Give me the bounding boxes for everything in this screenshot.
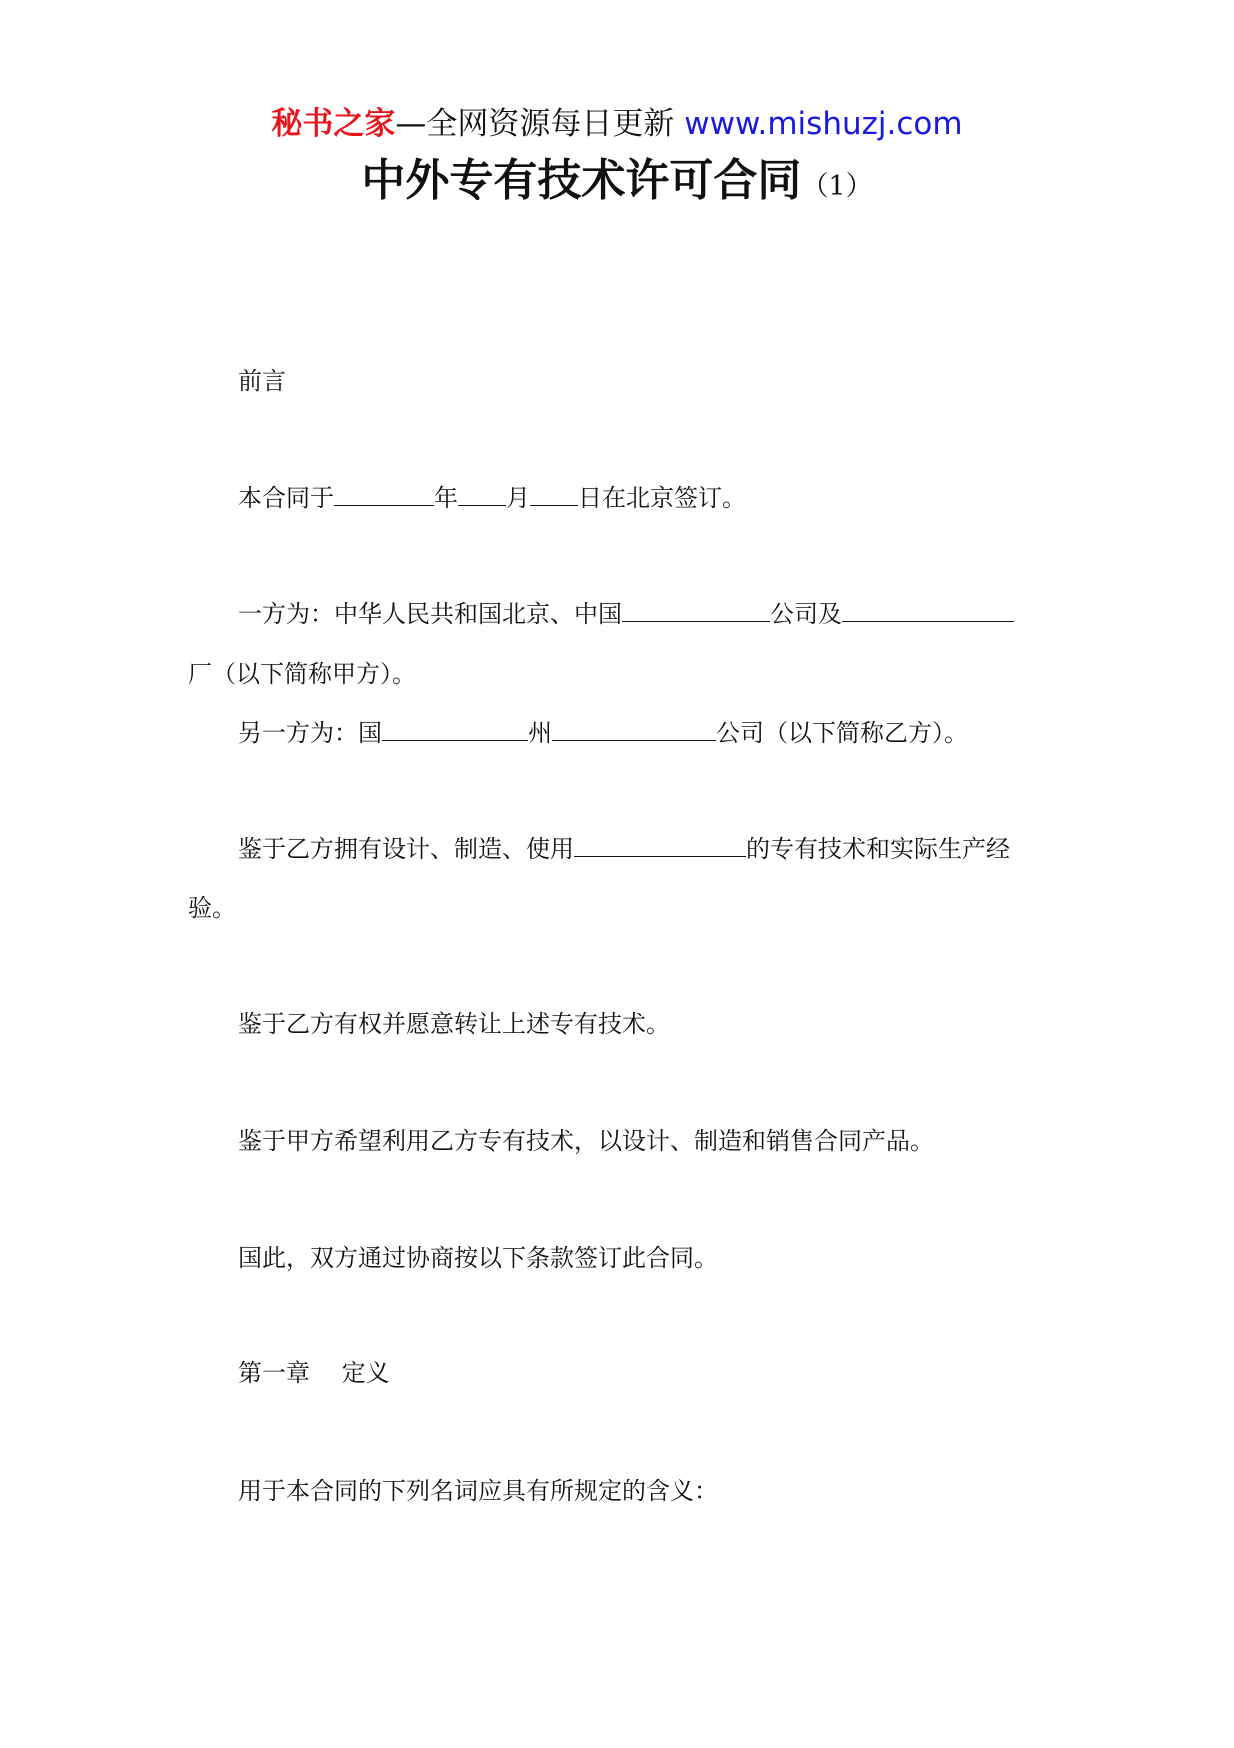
factory-a-blank <box>842 597 1014 622</box>
company-a-blank <box>622 597 770 622</box>
party-a-line: 一方为：中华人民共和国北京、中国 公司及 <box>188 597 1098 631</box>
definitions-intro: 用于本合同的下列名词应具有所规定的含义： <box>238 1477 718 1505</box>
party-a-line-continued: 厂（以下简称甲方）。 <box>188 660 416 688</box>
document-title <box>0 152 1234 216</box>
document-title-suffix: （1） <box>801 171 873 202</box>
site-banner <box>0 104 1234 144</box>
state-b-blank <box>552 716 716 741</box>
party-b-line: 另一方为：国 州 公司（以下简称乙方）。 <box>188 716 1098 750</box>
technology-blank <box>574 832 746 857</box>
signing-date-line: 本合同于 年 月 日在北京签订。 <box>188 481 1098 515</box>
preface-heading: 前言 <box>238 367 286 395</box>
site-slogan: —全网资源每日更新 <box>395 106 685 142</box>
whereas-clause-3: 鉴于甲方希望利用乙方专有技术，以设计、制造和销售合同产品。 <box>238 1127 934 1155</box>
site-url-link[interactable]: www.mishuzj.com <box>684 106 963 142</box>
site-brand: 秘书之家 <box>271 106 396 142</box>
whereas-clause-1-continued: 验。 <box>188 894 236 922</box>
chapter-1-heading: 第一章 定义 <box>238 1359 390 1387</box>
year-blank <box>334 481 434 506</box>
whereas-clause-1: 鉴于乙方拥有设计、制造、使用 的专有技术和实际生产经 <box>188 832 1098 866</box>
month-blank <box>458 481 506 506</box>
country-b-blank <box>382 716 528 741</box>
therefore-clause: 国此，双方通过协商按以下条款签订此合同。 <box>238 1244 718 1272</box>
document-title-main: 中外专有技术许可合同 <box>361 155 802 206</box>
day-blank <box>530 481 578 506</box>
whereas-clause-2: 鉴于乙方有权并愿意转让上述专有技术。 <box>238 1010 670 1038</box>
